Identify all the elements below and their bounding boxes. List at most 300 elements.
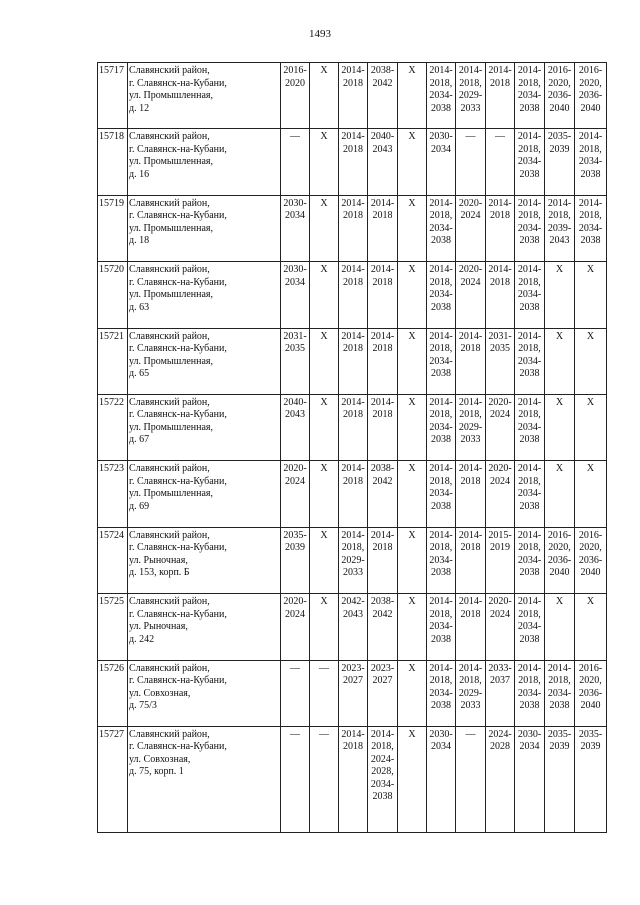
period-line: X (408, 529, 416, 541)
period-line: 2020 (285, 77, 305, 89)
record-number-cell: 15727 (98, 726, 128, 832)
period-line: 2018 (490, 276, 510, 288)
period-line: 2024 (490, 409, 510, 421)
repair-period-cell (398, 328, 427, 394)
period-line: 2034- (429, 355, 453, 367)
address-line: ул. Промышленная, (129, 488, 213, 500)
period-line: X (408, 396, 416, 408)
period-line: 2018 (372, 343, 393, 355)
address-line: Славянский район, (129, 728, 210, 740)
repair-period-cell (427, 527, 456, 593)
period-line: 2018, (429, 210, 453, 222)
repair-period-cell (339, 726, 368, 832)
period-line: 2038 (431, 102, 451, 114)
period-line: 2034- (429, 421, 453, 433)
repair-period-cell (368, 726, 398, 832)
address-line: г. Славянск-на-Кубани, (129, 210, 227, 222)
period-line: 2034- (578, 222, 603, 234)
repair-period-cell (575, 726, 607, 832)
period-line: 2014- (488, 197, 512, 209)
period-line: 2018, (429, 409, 453, 421)
period-line: 2018, (518, 542, 541, 554)
period-line: 2016- (578, 65, 603, 76)
period-line: 2037 (490, 675, 510, 687)
period-line: 2018, (459, 409, 482, 421)
period-line: 2035 (490, 343, 510, 355)
repair-period-cell (427, 195, 456, 261)
period-line: X (320, 65, 328, 76)
period-line: 2038- (370, 65, 395, 76)
period-line: 2018 (343, 741, 363, 753)
repair-period-cell (515, 527, 545, 593)
repair-period-cell (310, 726, 339, 832)
period-line: 2034- (429, 687, 453, 699)
period-line: X (408, 728, 416, 740)
period-line: 2018, (579, 143, 602, 155)
period-line: 2018 (343, 343, 363, 355)
period-line: 2014- (578, 197, 603, 209)
period-line: 2034- (429, 222, 453, 234)
period-line: 2034- (429, 289, 453, 301)
period-line: 2014- (517, 662, 542, 674)
repair-period-cell (456, 527, 486, 593)
repair-period-cell (281, 594, 310, 660)
period-line: 2038- (370, 596, 395, 608)
period-line: 2034- (517, 90, 542, 101)
table-row (98, 129, 607, 195)
period-line: 2018 (372, 276, 393, 288)
address-line: ул. Рыночная, (129, 621, 188, 633)
period-line: 2014- (429, 463, 453, 475)
repair-period-cell (575, 394, 607, 460)
repair-period-cell (339, 594, 368, 660)
period-line: 2038 (580, 235, 601, 247)
table-row (98, 63, 607, 129)
table-body (98, 63, 607, 833)
period-line: 2033 (460, 102, 481, 114)
repair-period-cell (310, 394, 339, 460)
repair-period-cell (281, 527, 310, 593)
address-line: Славянский район, (129, 330, 210, 342)
period-line: 2020- (488, 463, 512, 475)
address-cell (128, 461, 281, 527)
table-row (98, 594, 607, 660)
period-line: 2014- (429, 662, 453, 674)
period-line: 2031- (283, 330, 307, 342)
address-line: г. Славянск-на-Кубани, (129, 143, 227, 155)
period-line: 2034- (517, 554, 542, 566)
period-line: 2034- (429, 621, 453, 633)
address-line: д. 12 (129, 102, 150, 114)
address-line: г. Славянск-на-Кубани, (129, 608, 227, 620)
period-line: X (408, 662, 416, 674)
repair-period-cell (310, 527, 339, 593)
address-cell (128, 195, 281, 261)
repair-period-cell (456, 129, 486, 195)
period-line: 2014- (341, 728, 365, 740)
period-line: X (320, 463, 328, 475)
period-line: 2034- (517, 488, 542, 500)
period-line: 2036- (578, 687, 603, 699)
period-line: 2038- (370, 463, 395, 475)
period-line: 2018, (518, 143, 541, 155)
period-line: X (408, 131, 416, 143)
page-number: 1493 (309, 28, 331, 40)
period-line: 2043 (549, 235, 570, 247)
repair-period-cell (456, 63, 486, 129)
address-line: ул. Промышленная, (129, 355, 213, 367)
period-line: 2039- (547, 222, 572, 234)
repair-period-cell (486, 63, 515, 129)
period-line: 2024 (285, 475, 305, 487)
period-line: 2020- (283, 463, 307, 475)
period-line: 2034- (429, 488, 453, 500)
period-line: 2024 (460, 276, 481, 288)
repair-period-cell (486, 394, 515, 460)
period-line: 2018 (343, 77, 363, 89)
period-line: 2034- (429, 90, 453, 101)
period-line: 2034 (431, 143, 451, 155)
period-line: 2034- (578, 156, 603, 168)
period-line: 2030- (283, 264, 307, 276)
repair-period-cell (281, 726, 310, 832)
address-line: ул. Промышленная, (129, 289, 213, 301)
record-number-cell: 15726 (98, 660, 128, 726)
record-number-cell: 15720 (98, 262, 128, 328)
period-line: 2018, (518, 608, 541, 620)
period-line: 2035- (547, 728, 572, 740)
period-line: 2020- (488, 596, 512, 608)
period-line: 2034 (431, 741, 451, 753)
address-line: д. 18 (129, 235, 150, 247)
period-line: 2014- (429, 529, 453, 541)
period-line: 2018, (518, 210, 541, 222)
repair-period-cell (368, 63, 398, 129)
period-line: 2040 (580, 567, 601, 579)
period-line: 2016- (547, 65, 572, 76)
repair-period-cell (486, 195, 515, 261)
repair-period-cell (486, 660, 515, 726)
period-line: 2018 (490, 77, 510, 89)
repair-period-cell (427, 63, 456, 129)
address-line: Славянский район, (129, 131, 210, 143)
period-line: X (408, 197, 416, 209)
period-line: 2014- (517, 396, 542, 408)
period-line: 2018 (343, 475, 363, 487)
period-line: 2014- (370, 330, 395, 342)
period-line: — (319, 662, 329, 674)
period-line: 2020, (548, 542, 571, 554)
period-line: 2018, (429, 276, 453, 288)
period-line: 2018, (429, 675, 453, 687)
period-line: X (555, 396, 564, 408)
repair-period-cell (281, 195, 310, 261)
table-row (98, 660, 607, 726)
repair-period-cell (310, 195, 339, 261)
period-line: 2014- (370, 529, 395, 541)
period-line: 2024 (285, 608, 305, 620)
period-line: 2039 (580, 741, 601, 753)
repair-period-cell (368, 328, 398, 394)
period-line: 2014- (429, 65, 453, 76)
record-number-cell: 15717 (98, 63, 128, 129)
period-line: 2018, (429, 475, 453, 487)
period-line: 2038 (580, 168, 601, 180)
address-line: Славянский район, (129, 529, 210, 541)
period-line: X (408, 330, 416, 342)
period-line: 2023- (341, 662, 365, 674)
address-line: Славянский район, (129, 463, 210, 475)
table-row (98, 394, 607, 460)
period-line: X (408, 65, 416, 76)
record-number-cell: 15718 (98, 129, 128, 195)
address-line: Славянский район, (129, 264, 210, 276)
period-line: 2028, (371, 766, 394, 778)
repair-period-cell (427, 328, 456, 394)
repair-period-cell (398, 726, 427, 832)
period-line: 2036- (547, 90, 572, 101)
repair-period-cell (368, 527, 398, 593)
period-line: X (586, 264, 595, 276)
period-line: 2027 (372, 675, 393, 687)
period-line: 2020, (579, 542, 602, 554)
repair-period-cell (368, 594, 398, 660)
repair-period-cell (486, 262, 515, 328)
address-line: г. Славянск-на-Кубани, (129, 343, 227, 355)
period-line: 2034 (285, 276, 305, 288)
repair-period-cell (575, 195, 607, 261)
repair-period-cell (515, 660, 545, 726)
address-line: д. 75/3 (129, 700, 157, 712)
address-cell (128, 527, 281, 593)
housing-repair-schedule-table (97, 62, 607, 833)
address-line: д. 16 (129, 168, 150, 180)
period-line: 2018, (579, 210, 602, 222)
period-line: 2014- (429, 264, 453, 276)
period-line: 2038 (519, 567, 540, 579)
address-cell (128, 129, 281, 195)
period-line: 2038 (431, 633, 451, 645)
address-line: г. Славянск-на-Кубани, (129, 475, 227, 487)
period-line: 2043 (343, 608, 363, 620)
repair-period-cell (515, 195, 545, 261)
period-line: 2014- (488, 264, 512, 276)
period-line: 2042 (372, 475, 393, 487)
period-line: 2018 (460, 343, 481, 355)
repair-period-cell (281, 394, 310, 460)
period-line: 2018 (372, 409, 393, 421)
period-line: 2020, (579, 77, 602, 89)
period-line: 2014- (517, 131, 542, 143)
repair-period-cell (427, 461, 456, 527)
repair-period-cell (281, 461, 310, 527)
period-line: 2034- (517, 355, 542, 367)
repair-period-cell (339, 527, 368, 593)
repair-period-cell (575, 328, 607, 394)
repair-period-cell (575, 63, 607, 129)
period-line: 2020- (458, 197, 483, 209)
repair-period-cell (545, 394, 575, 460)
period-line: 2018 (372, 210, 393, 222)
repair-period-cell (398, 195, 427, 261)
period-line: 2024 (490, 475, 510, 487)
repair-period-cell (281, 129, 310, 195)
address-line: г. Славянск-на-Кубани, (129, 741, 227, 753)
address-line: ул. Рыночная, (129, 554, 188, 566)
address-line: ул. Совхозная, (129, 753, 191, 765)
period-line: 2043 (285, 409, 305, 421)
period-line: 2036- (578, 90, 603, 101)
period-line: 2034- (517, 222, 542, 234)
period-line: 2018, (518, 276, 541, 288)
period-line: 2018, (518, 77, 541, 89)
repair-period-cell (575, 262, 607, 328)
period-line: 2014- (341, 65, 365, 76)
period-line: 2016- (578, 529, 603, 541)
period-line: — (290, 728, 300, 740)
table-row (98, 328, 607, 394)
period-line: 2018 (343, 143, 363, 155)
period-line: 2014- (517, 596, 542, 608)
repair-period-cell (368, 461, 398, 527)
record-number-cell: 15724 (98, 527, 128, 593)
repair-period-cell (339, 63, 368, 129)
address-line: г. Славянск-на-Кубани, (129, 276, 227, 288)
address-cell (128, 328, 281, 394)
address-cell (128, 394, 281, 460)
period-line: 2036- (547, 554, 572, 566)
period-line: 2043 (372, 143, 393, 155)
table-row (98, 195, 607, 261)
record-number-cell: 15719 (98, 195, 128, 261)
table-row (98, 726, 607, 832)
table-row (98, 527, 607, 593)
period-line: 2027 (343, 675, 363, 687)
address-line: Славянский район, (129, 197, 210, 209)
period-line: 2024 (490, 608, 510, 620)
period-line: 2018 (460, 475, 481, 487)
period-line: X (320, 529, 328, 541)
period-line: 2014- (517, 463, 542, 475)
repair-period-cell (398, 527, 427, 593)
period-line: 2018 (343, 409, 363, 421)
period-line: 2023- (370, 662, 395, 674)
period-line: 2039 (285, 542, 305, 554)
period-line: 2014- (578, 131, 603, 143)
period-line: 2035 (285, 343, 305, 355)
period-line: 2033 (460, 700, 481, 712)
period-line: 2018 (343, 276, 363, 288)
repair-period-cell (456, 394, 486, 460)
period-line: 2014- (370, 728, 395, 740)
period-line: 2031- (488, 330, 512, 342)
period-line: 2020- (283, 596, 307, 608)
record-number-cell: 15725 (98, 594, 128, 660)
period-line: 2038 (519, 235, 540, 247)
address-line: Славянский район, (129, 662, 210, 674)
repair-period-cell (515, 726, 545, 832)
period-line: 2040 (549, 102, 570, 114)
repair-period-cell (456, 726, 486, 832)
period-line: 2030- (517, 728, 542, 740)
repair-period-cell (515, 129, 545, 195)
address-cell (128, 660, 281, 726)
repair-period-cell (281, 660, 310, 726)
period-line: 2018, (548, 210, 571, 222)
period-line: 2018, (371, 741, 394, 753)
repair-period-cell (515, 63, 545, 129)
repair-period-cell (515, 262, 545, 328)
repair-period-cell (339, 660, 368, 726)
period-line: 2014- (341, 330, 365, 342)
repair-period-cell (368, 195, 398, 261)
period-line: — (495, 131, 505, 143)
period-line: 2034- (517, 621, 542, 633)
period-line: 2040 (580, 102, 601, 114)
repair-period-cell (486, 328, 515, 394)
period-line: 2014- (341, 463, 365, 475)
period-line: 2014- (488, 65, 512, 76)
repair-period-cell (427, 129, 456, 195)
period-line: 2042- (341, 596, 365, 608)
address-line: ул. Промышленная, (129, 421, 213, 433)
repair-period-cell (368, 262, 398, 328)
address-cell (128, 63, 281, 129)
repair-period-cell (545, 461, 575, 527)
repair-period-cell (427, 594, 456, 660)
repair-period-cell (575, 129, 607, 195)
period-line: 2018, (548, 675, 571, 687)
period-line: — (290, 662, 300, 674)
period-line: 2015- (488, 529, 512, 541)
period-line: 2014- (429, 396, 453, 408)
address-line: г. Славянск-на-Кубани, (129, 409, 227, 421)
repair-period-cell (456, 195, 486, 261)
period-line: X (320, 396, 328, 408)
period-line: 2039 (549, 143, 570, 155)
repair-period-cell (398, 63, 427, 129)
repair-period-cell (545, 195, 575, 261)
period-line: — (465, 728, 476, 740)
address-line: д. 75, корп. 1 (129, 766, 184, 778)
address-line: д. 69 (129, 500, 150, 512)
repair-period-cell (545, 262, 575, 328)
period-line: 2034- (517, 421, 542, 433)
record-number-cell: 15723 (98, 461, 128, 527)
period-line: 2029- (341, 554, 365, 566)
repair-period-cell (368, 394, 398, 460)
repair-period-cell (515, 394, 545, 460)
address-line: ул. Промышленная, (129, 156, 213, 168)
period-line: — (290, 131, 300, 143)
period-line: 2014- (341, 264, 365, 276)
period-line: X (320, 596, 328, 608)
repair-period-cell (515, 594, 545, 660)
repair-period-cell (339, 195, 368, 261)
period-line: 2014- (517, 264, 542, 276)
period-line: X (586, 396, 595, 408)
repair-period-cell (310, 129, 339, 195)
period-line: 2040- (283, 396, 307, 408)
period-line: 2018, (429, 608, 453, 620)
period-line: 2014- (370, 264, 395, 276)
repair-period-cell (339, 461, 368, 527)
period-line: 2014- (547, 197, 572, 209)
repair-period-cell (486, 527, 515, 593)
period-line: 2014- (458, 662, 483, 674)
repair-period-cell (310, 660, 339, 726)
repair-period-cell (575, 594, 607, 660)
